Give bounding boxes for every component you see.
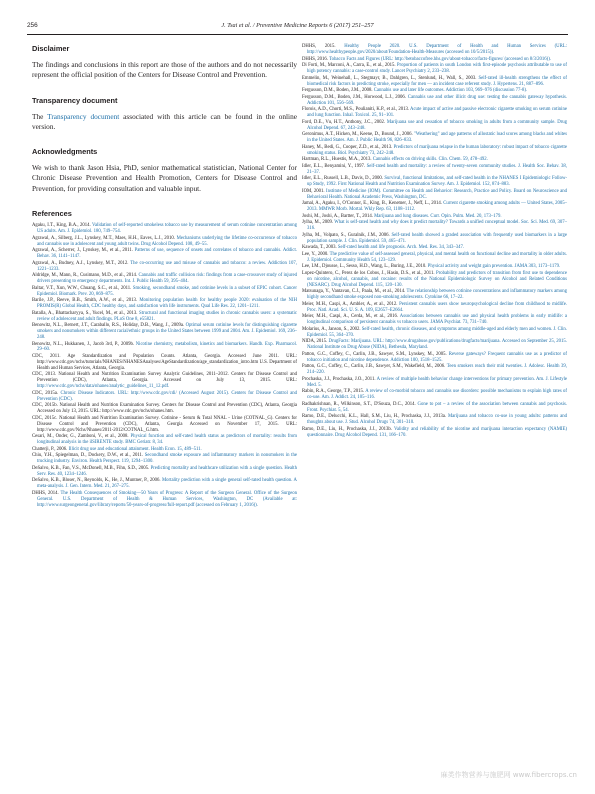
- reference-item: [302, 327, 567, 339]
- reference-authors: Ford, D.E., Vu, H.T., Anthony, J.C., 2002.: [302, 119, 387, 125]
- transparency-document-link[interactable]: Transparency document: [47, 111, 120, 121]
- reference-item: [302, 252, 567, 264]
- reference-authors: Ramo, D.E., Liu, H., Prochaska, J.J., 2013b.: [302, 426, 394, 432]
- reference-authors: Cesari, M., Onder, G., Zamboni, V., et al., 2008.: [32, 434, 131, 440]
- reference-authors: Chatterji, P., 2006.: [32, 446, 69, 452]
- reference-item: [302, 88, 567, 94]
- references-heading: References: [32, 209, 72, 219]
- reference-link[interactable]: Self-rated health and life prognosis. Arch. Med. Res. 34, 343–347.: [337, 245, 465, 251]
- reference-item: [302, 233, 567, 245]
- transparency-text: [32, 112, 297, 133]
- reference-authors: Florois, A.D., Chorti, M.S., Poulianiti, K.P., et al., 2013.: [302, 107, 411, 113]
- reference-authors: Idler, E.L., Benyamini, Y., 1997.: [302, 163, 367, 169]
- reference-item: [302, 189, 567, 201]
- reference-link[interactable]: Smoking, secondhand smoke, and cotinine levels in a subset of EPIC cohort. Cancer Epidemiol. Biomark. Prev. 20, 869–875.: [37, 285, 298, 297]
- reference-item: [302, 402, 567, 414]
- reference-link[interactable]: The relationship between cotinine concentrations and inflammatory markers among highly secondhand smoke exposed non-smoking adolescents. Cytokine 66, 17–22.: [307, 289, 567, 301]
- reference-authors: Aldridge, M., Mann, R., Cusimano, M.D., et al., 2014.: [32, 273, 139, 279]
- reference-authors: Di Forti, M., Marconi, A., Carra, E., et al., 2015.: [302, 63, 397, 69]
- reference-item: [32, 478, 297, 490]
- reference-authors: Lopez-Quintero, C., Perez de los Cobos, J., Hasin, D.S., et al., 2011.: [302, 270, 436, 276]
- running-title: J. Tsai et al. / Preventive Medicine Reports 6 (2017) 251–257: [221, 22, 374, 29]
- transparency-text-before: The: [32, 111, 48, 121]
- reference-item: [32, 298, 297, 310]
- reference-link[interactable]: Acute impact of active and passive electronic cigarette smoking on serum cotinine and lung function. Inhal. Toxicol. 25, 91–101.: [307, 107, 567, 119]
- reference-authors: Hartman, R.L., Huestis, M.A., 2013.: [302, 157, 373, 163]
- reference-item: [302, 132, 567, 144]
- reference-item: [32, 273, 297, 285]
- reference-authors: Meier, M.H., Caspi, A., Ambler, A., et al., 2012.: [302, 301, 400, 307]
- reference-item: [302, 220, 567, 232]
- reference-link[interactable]: Validation of self-reported smokeless tobacco use by measurement of serum cotinine concentration among US adults. Am. J. Epidemiol. 180, 749–754.: [37, 223, 297, 235]
- running-header: [27, 22, 568, 34]
- reference-link[interactable]: Gone to pot – a review of the association between cannabis and psychosis. Front. Psychiat. 5, 54.: [307, 401, 567, 413]
- reference-authors: Agrawal, A., Budney, A.J., Lynskey, M.T., 2012.: [32, 260, 131, 266]
- reference-authors: Patton, G.C., Coffey, C., Carlin, J.B., Sawyer, S.M., Lynskey, M., 2005.: [302, 351, 449, 357]
- reference-item: [302, 95, 567, 107]
- reference-link[interactable]: Mechanisms underlying the lifetime co-occurrence of tobacco and cannabis use in adolescent and young adult twins. Drug Alcohol Depend. 108, 49–55.: [37, 235, 297, 247]
- reference-item: [32, 223, 297, 235]
- reference-link[interactable]: Mortality prediction with a single general self-rated health question. A meta-analysis. J. Gen. Intern. Med. 21, 267–275.: [37, 478, 297, 490]
- reference-link[interactable]: Physical function and self-rated health status as predictors of mortality: results from longitudinal analysis in the ilSIRENTE study. BMC Geriatr. 8, 34.: [37, 434, 297, 446]
- reference-authors: Batalla, A., Bhattacharyya, S., Yucel, M., et al., 2013.: [32, 310, 140, 316]
- reference-authors: Prochaska, J.J., Prochaska, J.O., 2011.: [302, 376, 377, 382]
- reference-authors: Patton, G.C., Coffey, C., Carlin, J.B., Sawyer, S.M., Wakefield, M., 2006.: [302, 364, 447, 370]
- reference-authors: Emmelin, M., Weinehall, L., Stegmayr, B., Dahlgren, L., Stenlund, H., Wall, S., 2003.: [302, 75, 479, 81]
- reference-item: [302, 352, 567, 364]
- reference-item: [302, 44, 567, 56]
- reference-authors: Jylha, M., Volpato, S., Guralnik, J.M., 2006.: [302, 232, 392, 238]
- reference-link[interactable]: The Health Consequences of Smoking—50 Years of Progress: A Report of the Surgeon General. Office of the Surgeon General. U.S. Department of Health & Human Services, Washington, DC (Available at: http://www.surgeongeneral.gov/library/reports/50-years-of-progress/full-report.pdf (accessed on February 1, 2016)).: [37, 490, 297, 508]
- reference-authors: Jylha, M., 2009.: [302, 220, 335, 226]
- reference-item: [32, 354, 297, 372]
- reference-item: [32, 416, 297, 434]
- reference-link[interactable]: http://www.cdc.gov/nchs/data/nhanes/analytic_guidelines_11_12.pdf.: [37, 384, 170, 390]
- reference-item: [302, 107, 567, 119]
- reference-item: [302, 145, 567, 157]
- reference-item: [32, 453, 297, 465]
- reference-link[interactable]: Cannabis and traffic collision risk: findings from a case-crossover study of injured drivers presenting to emergency departments. Int. J. Public Health 59, 395–404.: [37, 273, 297, 285]
- reference-authors: CDC, 2015c. National Health and Nutrition Examination Survey. Cotinine - Serum & Total NNAL - Urine (COTNAL_G). Centers for Disease Control and Prevention (CDC), Atlanta, Georgia Accessed on November 17, 2015. URL: http://www.cdc.gov/Nchs/Nhanes/2011-2012/COTNAL_G.htm.: [32, 415, 297, 433]
- reference-authors: CDC, 2015b. National Health and Nutrition Examination Survey. Centers for Disease Control and Prevention (CDC), Atlanta, Georgia Accessed on July 13, 2015. URL: http://www.cdc.gov/nchs/nhanes.htm.: [32, 403, 297, 415]
- reference-link[interactable]: Probability and predictors of transition from first use to dependence on nicotine, alcohol, cannabis, and cocaine: results of the National Epidemiologic Survey on Alcohol and Related Conditions (NESARC). Drug Alcohol Depend. 115, 120–130.: [307, 270, 567, 288]
- reference-link[interactable]: Cannabis use and other illicit drug use: testing the cannabis gateway hypothesis. Addiction 101, 556–569.: [307, 94, 568, 106]
- reference-link[interactable]: Tobacco Facts and Figures (URL: http://betobaccofree.hhs.gov/about-tobacco/facts-figures/ (accessed on 8/3/2016)).: [329, 56, 552, 62]
- reference-item: [302, 314, 567, 326]
- reference-item: [302, 414, 567, 426]
- reference-link[interactable]: Persistent cannabis users show neuropsychological decline from childhood to midlife. Proc. Natl. Acad. Sci. U. S. A. 109, E2657–E2664.: [307, 301, 567, 313]
- left-column: [32, 44, 297, 509]
- reference-link[interactable]: A review of co-morbid tobacco and cannabis use disorders: possible mechanisms to explain high rates of co-use. Am. J. Addict. 24, 105–116.: [307, 389, 567, 401]
- reference-item: [32, 342, 297, 354]
- reference-link[interactable]: What is self-rated health and why does it predict mortality? Towards a unified conceptual model. Soc. Sci. Med. 69, 307–316.: [307, 220, 567, 232]
- reference-authors: Jamal, A., Agaku, I., O'Connor, E., King, B., Kenemer, J., Neff, L., 2014.: [302, 201, 444, 207]
- reference-item: [32, 236, 297, 248]
- reference-authors: Lee, Y., 2000.: [302, 251, 330, 257]
- reference-item: [32, 403, 297, 415]
- reference-item: [32, 286, 297, 298]
- reference-item: [32, 261, 297, 273]
- reference-item: [302, 164, 567, 176]
- reference-link[interactable]: Self-rated health, chronic diseases, and symptoms among middle-aged and elderly men and women. J. Clin. Epidemiol. 55, 364–370.: [307, 326, 567, 338]
- reference-link[interactable]: Optimal serum cotinine levels for distinguishing cigarette smokers and nonsmokers within different racial/ethnic groups in the United States between 1999 and 2004. Am. J. Epidemiol. 169, 236–248.: [37, 323, 297, 340]
- reference-link[interactable]: Cannabis effects on driving skills. Clin. Chem. 59, 478–492.: [372, 157, 488, 163]
- reference-authors: Benowitz, N.L., Bernert, J.T., Caraballo, R.S., Holiday, D.B., Wang, J., 2009a.: [32, 323, 186, 329]
- reference-item: [302, 264, 567, 270]
- reference-link[interactable]: Marijuana use and cessation of tobacco smoking in adults from a community sample. Drug Alcohol Depend. 67, 243–248.: [307, 119, 567, 131]
- reference-link[interactable]: Marijuana and tobacco co-use in young adults: patterns and thoughts about use. J. Stud. Alcohol Drugs 74, 301–310.: [307, 414, 567, 426]
- reference-link[interactable]: Self-rated health and mortality: a review of twenty-seven community studies. J. Health Soc. Behav. 38, 21–37.: [307, 163, 567, 175]
- reference-link[interactable]: Marijuana and lung diseases. Curr. Opin. Pulm. Med. 20, 173–179.: [374, 213, 502, 219]
- transparency-heading: Transparency document: [32, 95, 118, 105]
- reference-link[interactable]: Cannabis use and later life outcomes. Addiction 103, 969–976 (discussion 77-8).: [373, 88, 528, 94]
- reference-authors: IOM, 2001.: [302, 188, 326, 194]
- reference-link[interactable]: Reverse gateways? Frequent cannabis use as a predictor of tobacco initiation and nicotine dependence. Addiction 100, 1518–1525.: [307, 351, 567, 363]
- reference-authors: Baltar, V.T., Xun, W.W., Chuang, S.C., et al., 2011.: [32, 285, 133, 291]
- reference-list-left: [32, 223, 297, 509]
- reference-link[interactable]: Physical activity and weight gain prevention. JAMA 303, 1173–1179.: [427, 264, 561, 270]
- reference-list-right: [302, 44, 567, 439]
- reference-link[interactable]: Chronic Disease Indicators. URL: http://www.cdc.gov/cdi/ (Accessed August 2015). Centers for Disease Control and Prevention (CDC).: [37, 390, 297, 402]
- reference-authors: Rabin, R.A., George, T.P., 2015.: [302, 389, 366, 395]
- reference-authors: Fergusson, D.M., Boden, J.M., 2008.: [302, 88, 374, 94]
- reference-link[interactable]: Predicting mortality and healthcare utilization with a single question. Health Serv. Res. 40, 1234–1246.: [37, 465, 297, 477]
- reference-link[interactable]: Patterns of use, sequence of onsets and correlates of tobacco and cannabis. Addict. Behav. 36, 1141–1147.: [37, 248, 297, 260]
- reference-item: [302, 201, 567, 213]
- reference-authors: Haney, M., Bedi, G., Cooper, Z.D., et al., 2013.: [302, 144, 394, 150]
- acknowledgments-heading: Acknowledgments: [32, 147, 98, 157]
- reference-item: [32, 434, 297, 446]
- reference-item: [302, 271, 567, 289]
- reference-authors: Idler, E.L., Russell, L.B., Davis, D., 2000.: [302, 176, 385, 182]
- page-number: 256: [27, 22, 38, 29]
- reference-item: [302, 214, 567, 220]
- reference-link[interactable]: DrugFacts: Marijuana. URL: http://www.drugabuse.gov/publications/drugfacts/marijuana. Accessed on September 25, 2015. National Institute on Drug Abuse (NIDA), Bethesda, Maryland.: [307, 339, 567, 351]
- reference-authors: Geronimus, A.T., Hicken, M., Keene, D., Bound, J., 2006.: [302, 132, 414, 138]
- reference-authors: CDC, 2015a.: [32, 390, 61, 396]
- reference-authors: CDC, 2013. National Health and Nutrition Examination Survey Analytic Guidelines, 2011–2012. Centers for Disease Control and Prevention (CDC), Atlanta, Georgia. Accessed on July 13, 2015. URL:: [32, 372, 297, 384]
- reference-authors: DHHS, 2016.: [302, 56, 330, 62]
- reference-item: [32, 372, 297, 390]
- reference-authors: Kawada, T., 2003.: [302, 245, 338, 251]
- reference-link[interactable]: Monitoring population health for healthy people 2020: evaluation of the NIH PROMIS(R) Global Health, CDC healthy days, and satisfaction with life instruments. Qual Life Res. 22, 1201–1211.: [37, 298, 297, 310]
- reference-link[interactable]: A review of multiple health behavior change interventions for primary prevention. Am. J. Lifestyle Med. 5.: [307, 376, 567, 388]
- reference-authors: Meier, M.H., Caspi, A., Cerda, M., et al., 2016.: [302, 314, 400, 320]
- reference-authors: DHHS, 2015.: [302, 44, 345, 49]
- reference-authors: Fergusson, D.M., Boden, J.M., Horwood, L.J., 2006.: [302, 94, 408, 100]
- reference-link[interactable]: Institute of Medicine (IOM). Committee on Health and Behavior: Research, Practice and Policy. Board on Neuroscience and Behavioral Health. National Academic Press, Washington, DC.: [307, 188, 567, 200]
- reference-item: [32, 447, 297, 453]
- header-rule: [27, 34, 568, 35]
- reference-authors: Barile, J.P., Reeve, B.B., Smith, A.W., et al., 2013.: [32, 298, 140, 304]
- reference-item: [32, 311, 297, 323]
- reference-authors: Ramo, D.E., Delucchi, K.L., Hall, S.M., Liu, H., Prochaska, J.J., 2013a.: [302, 414, 448, 420]
- reference-authors: DHHS, 2014.: [32, 490, 61, 496]
- acknowledgments-text: We wish to thank Jason Hsia, PhD, senior mathematical statistician, National Center for Chronic Disease Prevention and Health Promotion, Centers for Disease Control and Prevention, for providing consultation and valuable input.: [32, 163, 297, 193]
- reference-item: [302, 120, 567, 132]
- reference-item: [32, 391, 297, 403]
- reference-authors: Molarius, A., Janson, S., 2002.: [302, 326, 362, 332]
- transparency-text-after: associated with this article can be found in the online version.: [32, 111, 297, 131]
- reference-authors: Radhakrishnan, R., Wilkinson, S.T., D'Souza, D.C., 2014.: [302, 401, 418, 407]
- reference-item: [302, 57, 567, 63]
- reference-authors: Matsunaga, Y., Vantavan, C.J., Paala, M., et al., 2014.: [302, 289, 407, 295]
- disclaimer-heading: Disclaimer: [32, 44, 70, 53]
- reference-link[interactable]: "Weathering" and age patterns of allostatic load scores among blacks and whites in the United States. Am. J. Public Health 96, 826–833.: [307, 132, 567, 144]
- reference-link[interactable]: Self-rated ill-health strengthens the effect of biomedical risk factors in predicting stroke, especially for men — an incident case referent study. J. Hypertens. 21, 887–896.: [307, 75, 567, 87]
- reference-link[interactable]: Teen smokers reach their mid twenties. J. Adolesc. Health 39, 214–220.: [307, 364, 567, 376]
- reference-authors: Chiu, Y.H., Spiegelman, D., Dockery, D.W., et al., 2011.: [32, 453, 145, 459]
- reference-link[interactable]: Healthy People 2020. U.S. Department of Health and Human Services (URL: http://www.healthypeople.gov/2020/about/Foundation-Health-Measures (accessed on 10/5/2015)).: [307, 44, 567, 55]
- disclaimer-text: The findings and conclusions in this report are those of the authors and do not necessarily represent the official position of the Centers for Disease Control and Prevention.: [32, 60, 297, 80]
- reference-authors: Agrawal, A., Silberg, J.L., Lynskey, M.T., Maes, H.H., Eaves, L.J., 2010.: [32, 235, 177, 241]
- reference-authors: Benowitz, N.L., Hukkanen, J., Jacob 3rd, P., 2009b.: [32, 341, 136, 347]
- reference-item: [32, 491, 297, 509]
- reference-item: [302, 427, 567, 439]
- reference-authors: Agrawal, A., Scherrer, J., Lynskey, M., et al., 2011.: [32, 248, 135, 254]
- reference-item: [32, 248, 297, 260]
- reference-link[interactable]: Current cigarette smoking among adults — United States, 2005–2013. MMWR Morb. Mortal. Wkly Rep. 63, 1108–1112.: [307, 201, 567, 213]
- reference-item: [302, 302, 567, 314]
- reference-link[interactable]: Nicotine chemistry, metabolism, kinetics and biomarkers. Handb. Exp. Pharmacol. 29–60.: [37, 341, 297, 353]
- reference-item: [302, 289, 567, 301]
- reference-link[interactable]: Validity and reliability of the nicotine and marijuana interaction expectancy (NAMIE) questionnaire. Drug Alcohol Depend. 131, 166–170.: [307, 426, 567, 438]
- reference-item: [302, 63, 567, 75]
- reference-link[interactable]: Associations between cannabis use and physical health problems in early midlife: a longitudinal comparison of persistent cannabis vs tobacco users. JAMA Psychiat. 73, 731–740.: [307, 314, 568, 326]
- reference-item: [302, 76, 567, 88]
- right-column: [302, 44, 567, 439]
- reference-item: [302, 157, 567, 163]
- reference-authors: NIDA, 2015.: [302, 339, 329, 345]
- reference-authors: DeSalvo, K.B., Fan, V.S., McDonell, M.B., Fihn, S.D., 2005.: [32, 465, 151, 471]
- reference-item: [302, 389, 567, 401]
- reference-authors: CDC, 2011. Age Standardization and Population Counts. Atlanta, Georgia. Accessed June 2011. URL: http://www.cdc.gov/nchs/tutorials/NHANES/NHANESAnalyses/AgeStandardization/age_standardization_intro.htm U.S. Department of Health and Human Services, Atlanta, Georgia.: [32, 354, 297, 371]
- reference-item: [302, 377, 567, 389]
- reference-authors: Joshi, M., Joshi, A., Bartter, T., 2014.: [302, 213, 375, 219]
- reference-link[interactable]: Structural and functional imaging studies in chronic cannabis users: a systematic review of adolescent and adult findings. PLoS One 8, e55821.: [37, 310, 297, 322]
- reference-link[interactable]: Predictors of marijuana relapse in the human laboratory: robust impact of tobacco cigarette smoking status. Biol. Psychiatry 73, 242–248.: [307, 144, 567, 156]
- reference-link[interactable]: Survival, functional limitations, and self-rated health in the NHANES I Epidemiologic Follow-up Study, 1992. First National Health and Nutrition Examination Survey. Am. J. Epidemiol. 152, 874–883.: [307, 176, 567, 188]
- reference-item: [302, 176, 567, 188]
- reference-authors: Agaku, I.T., King, B.A., 2014.: [32, 223, 93, 229]
- reference-authors: Lee, I.M., Djousse, L., Sesso, H.D., Wang, L., Buring, J.E., 2010.: [302, 264, 428, 270]
- reference-link[interactable]: Self-rated health showed a graded association with frequently used biomarkers in a large population sample. J. Clin. Epidemiol. 59, 465–471.: [307, 232, 567, 244]
- reference-item: [32, 323, 297, 341]
- reference-item: [302, 245, 567, 251]
- reference-item: [302, 339, 567, 351]
- reference-link[interactable]: The co-occurring use and misuse of cannabis and tobacco: a review. Addiction 107, 1221–1233.: [37, 260, 297, 272]
- reference-link[interactable]: Illicit drug use and educational attainment. Health Econ. 15, 489–511.: [68, 446, 202, 452]
- reference-authors: DeSalvo, K.B., Bloser, N., Reynolds, K., He, J., Muntner, P., 2006.: [32, 478, 162, 484]
- reference-link[interactable]: Secondhand smoke exposure and inflammatory markers in nonsmokers in the trucking industry. Environ. Health Perspect. 119, 1294–1300.: [37, 453, 297, 465]
- reference-link[interactable]: Proportion of patients in south London with first-episode psychosis attributable to use of high potency cannabis: a case-control study. Lancet Psychiatry 2, 233–238.: [307, 63, 568, 74]
- reference-link[interactable]: The predictive value of self-assessed general, physical, and mental health on functional decline and mortality in older adults. J. Epidemiol. Community Health 54, 123–129.: [307, 251, 567, 263]
- reference-item: [32, 466, 297, 478]
- watermark: 麻类作物营养与施肥网 www.fibercrops.cn: [440, 771, 577, 779]
- reference-item: [302, 364, 567, 376]
